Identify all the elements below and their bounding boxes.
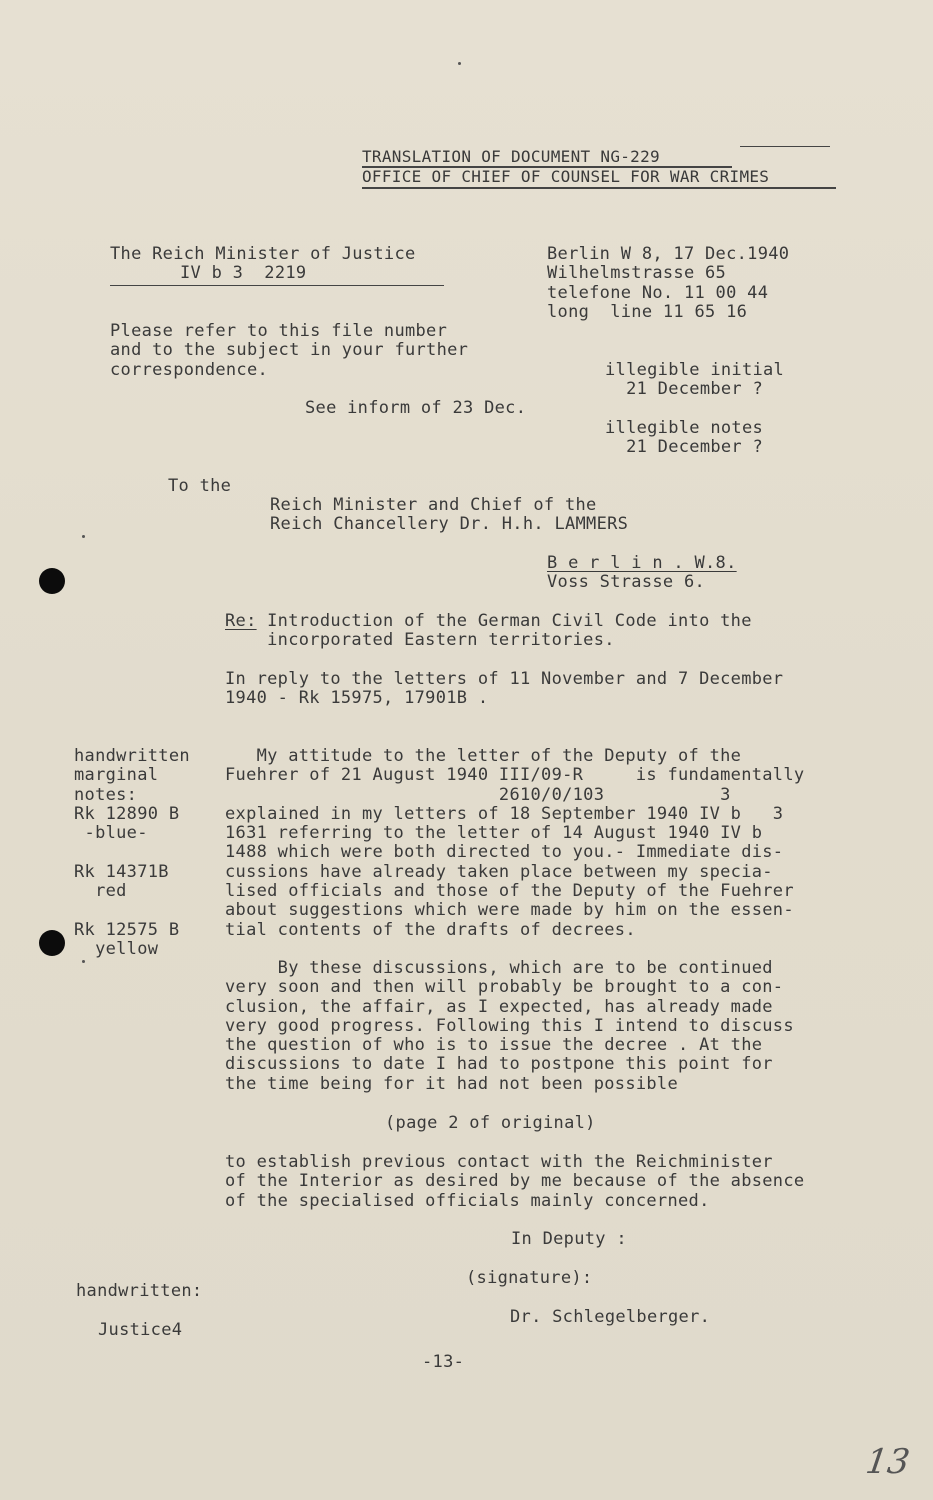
address-block: Berlin W 8, 17 Dec.1940 Wilhelmstrasse 65 telefone No. 11 00 44 long line 11 65 16 bbox=[547, 244, 790, 322]
page-number: -13- bbox=[422, 1352, 465, 1372]
speck bbox=[82, 535, 85, 538]
closing-signature: (signature): bbox=[466, 1268, 593, 1288]
punch-hole bbox=[39, 568, 65, 594]
note-see-inform: See inform of 23 Dec. bbox=[305, 398, 527, 418]
recipient-name: Reich Minister and Chief of the Reich Chancellery Dr. H.h. LAMMERS bbox=[270, 495, 629, 535]
sender-file-ref: IV b 3 2219 bbox=[180, 263, 307, 283]
page-marker: (page 2 of original) bbox=[385, 1113, 596, 1133]
speck bbox=[82, 960, 85, 963]
sender-instruction: Please refer to this file number and to the subject in your further correspondence. bbox=[110, 321, 469, 380]
body-paragraph-1: My attitude to the letter of the Deputy of the Fuehrer of 21 August 1940 III/09-R is fundamentally 2610/0/103 3 explained in my letters of 18 September 1940 IV b 3 1631 referring to the letter of 14 August 1940 IV b 1488 which were both directed to you.- Immediate dis- cussions have already taken place between my specia- lised officials and those of the Deputy of the Fuehrer about suggestions which were made by him on the essen- tial contents of the drafts of decrees. bbox=[225, 746, 805, 940]
body-paragraph-2: By these discussions, which are to be continued very soon and then will probably be brought to a con- clusion, the affair, as I expected, has already made very good progress. Following this I intend to discuss the question of who is to issue the decree . At the discussions to date I had to postpone this point for the time being for it had not been possible bbox=[225, 958, 794, 1094]
sender-rule bbox=[110, 285, 444, 286]
subject-line bbox=[225, 612, 752, 651]
handwritten-page-number: 13 bbox=[863, 1442, 913, 1482]
sender-name: The Reich Minister of Justice bbox=[110, 244, 416, 264]
recipient-city: B e r l i n . W.8. bbox=[547, 553, 737, 573]
subject-text: Introduction of the German Civil Code into the incorporated Eastern territories. bbox=[267, 611, 752, 651]
speck bbox=[458, 62, 461, 65]
body-paragraph-3: to establish previous contact with the Reichminister of the Interior as desired by me because of the absence of the specialised officials mainly concerned. bbox=[225, 1152, 805, 1211]
recipient-street: Voss Strasse 6. bbox=[547, 572, 706, 592]
handwritten-text: Justice4 bbox=[98, 1320, 183, 1340]
note-illegible-notes: illegible notes 21 December ? bbox=[605, 418, 764, 458]
reply-reference: In reply to the letters of 11 November and 7 December 1940 - Rk 15975, 17901B . bbox=[225, 669, 784, 709]
header-line-2: OFFICE OF CHIEF OF COUNSEL FOR WAR CRIMES bbox=[362, 167, 770, 186]
closing-name: Dr. Schlegelberger. bbox=[510, 1307, 711, 1327]
closing-deputy: In Deputy : bbox=[511, 1229, 627, 1249]
note-illegible-initial: illegible initial 21 December ? bbox=[605, 360, 785, 400]
header-line-1: TRANSLATION OF DOCUMENT NG-229 bbox=[362, 147, 660, 166]
handwritten-label: handwritten: bbox=[76, 1281, 203, 1301]
punch-hole bbox=[39, 930, 65, 956]
subject-label: Re: bbox=[225, 611, 257, 631]
recipient-to: To the bbox=[168, 476, 232, 496]
margin-notes: handwritten marginal notes: Rk 12890 B -blue- Rk 14371B red Rk 12575 B yellow bbox=[74, 746, 190, 959]
header-rule-1b bbox=[740, 146, 830, 147]
header-rule-2 bbox=[362, 187, 836, 189]
